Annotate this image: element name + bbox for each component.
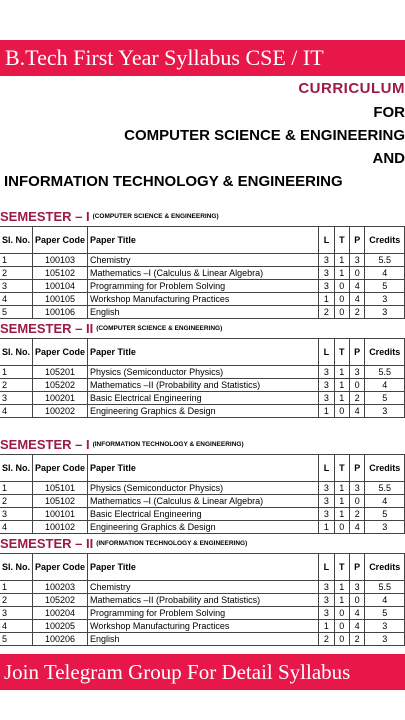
bottom-banner[interactable]: [0, 654, 405, 690]
semester-name: SEMESTER – II: [0, 536, 94, 551]
cell-credits: 5: [365, 607, 405, 620]
table-row: [0, 495, 405, 508]
cell-credits: 3: [365, 306, 405, 319]
cell-t: 1: [334, 508, 349, 521]
cell-l: 2: [319, 633, 334, 646]
column-header-paper-title: Paper Title: [88, 227, 319, 254]
cell-l: 1: [319, 293, 334, 306]
table-row: [0, 267, 405, 280]
column-header-paper-code: Paper Code: [33, 227, 88, 254]
semester-name: SEMESTER – I: [0, 209, 90, 224]
cell-l: 3: [319, 508, 334, 521]
syllabus-table: [0, 553, 405, 646]
cell-paper-code: 100101: [33, 508, 88, 521]
table-row: [0, 607, 405, 620]
column-header-credits: Credits: [365, 455, 405, 482]
column-header-paper-code: Paper Code: [33, 554, 88, 581]
cell-p: 3: [349, 366, 364, 379]
cell-paper-code: 100205: [33, 620, 88, 633]
syllabus-table: [0, 226, 405, 319]
cell-p: 4: [350, 521, 365, 534]
cell-l: 3: [319, 482, 334, 495]
cell-p: 2: [350, 508, 365, 521]
cell-t: 0: [334, 633, 349, 646]
column-header-p: P: [349, 339, 364, 366]
cell-credits: 5: [365, 508, 405, 521]
cell-t: 1: [334, 392, 349, 405]
table-row: [0, 306, 405, 319]
cell-credits: 4: [365, 594, 405, 607]
column-header-p: P: [349, 554, 364, 581]
cell-paper-title: Chemistry: [88, 581, 319, 594]
table-row: [0, 633, 405, 646]
cell-sl-no: 1: [0, 482, 33, 495]
column-header-t: T: [334, 227, 349, 254]
cell-t: 0: [334, 293, 349, 306]
table-row: [0, 521, 405, 534]
semester-name: SEMESTER – II: [0, 321, 94, 336]
cell-p: 3: [350, 482, 365, 495]
cell-l: 3: [319, 254, 334, 267]
cell-t: 1: [334, 267, 349, 280]
cell-p: 4: [349, 620, 364, 633]
for-heading: FOR: [373, 104, 405, 121]
column-header-sl-no: Sl. No.: [0, 554, 33, 581]
cell-sl-no: 3: [0, 392, 33, 405]
cell-t: 0: [334, 280, 349, 293]
column-header-credits: Credits: [365, 554, 405, 581]
cell-paper-title: Engineering Graphics & Design: [88, 521, 319, 534]
cell-credits: 4: [365, 379, 405, 392]
cse-heading: COMPUTER SCIENCE & ENGINEERING: [124, 127, 405, 144]
top-banner: [0, 40, 405, 76]
cell-p: 3: [349, 581, 364, 594]
cell-p: 0: [350, 267, 365, 280]
cell-paper-title: Mathematics –I (Calculus & Linear Algebra): [88, 495, 319, 508]
cell-t: 1: [334, 495, 349, 508]
cell-paper-code: 105202: [33, 594, 88, 607]
column-header-paper-title: Paper Title: [88, 339, 319, 366]
cell-l: 3: [319, 392, 334, 405]
column-header-sl-no: Sl. No.: [0, 455, 33, 482]
cell-credits: 3: [365, 633, 405, 646]
cell-paper-code: 100105: [33, 293, 88, 306]
table-row: [0, 280, 405, 293]
table-header-row: [0, 227, 405, 254]
semester-branch: (COMPUTER SCIENCE & ENGINEERING): [96, 325, 223, 332]
cell-sl-no: 2: [0, 267, 33, 280]
column-header-paper-title: Paper Title: [88, 455, 319, 482]
cell-p: 4: [350, 293, 365, 306]
cell-sl-no: 5: [0, 306, 33, 319]
and-heading: AND: [372, 150, 405, 167]
cell-paper-code: 100206: [33, 633, 88, 646]
cell-l: 3: [319, 594, 334, 607]
cell-l: 3: [319, 379, 334, 392]
cell-t: 1: [334, 594, 349, 607]
cell-paper-code: 100203: [33, 581, 88, 594]
cell-credits: 5.5: [365, 366, 405, 379]
column-header-p: P: [350, 455, 365, 482]
cell-paper-code: 105102: [33, 267, 88, 280]
cell-credits: 3: [365, 405, 405, 418]
column-header-sl-no: Sl. No.: [0, 227, 33, 254]
cell-paper-title: Workshop Manufacturing Practices: [88, 620, 319, 633]
column-header-sl-no: Sl. No.: [0, 339, 33, 366]
column-header-paper-code: Paper Code: [33, 455, 88, 482]
top-banner-text: B.Tech First Year Syllabus CSE / IT: [5, 45, 324, 70]
cell-p: 4: [349, 607, 364, 620]
cell-paper-title: Basic Electrical Engineering: [88, 392, 319, 405]
semester-title: [0, 437, 244, 452]
cell-t: 1: [334, 254, 349, 267]
cell-paper-title: Mathematics –I (Calculus & Linear Algebra): [88, 267, 319, 280]
cell-paper-code: 100201: [33, 392, 88, 405]
syllabus-table: [0, 338, 405, 418]
cell-credits: 3: [365, 293, 405, 306]
cell-paper-title: Mathematics –II (Probability and Statistics): [88, 379, 319, 392]
cell-sl-no: 3: [0, 607, 33, 620]
cell-sl-no: 4: [0, 293, 33, 306]
cell-paper-code: 105202: [33, 379, 88, 392]
cell-paper-title: English: [88, 306, 319, 319]
cell-paper-code: 105201: [33, 366, 88, 379]
cell-paper-code: 100102: [33, 521, 88, 534]
cell-l: 3: [319, 607, 334, 620]
column-header-l: L: [319, 339, 334, 366]
column-header-p: P: [350, 227, 365, 254]
cell-p: 4: [349, 405, 364, 418]
cell-sl-no: 1: [0, 254, 33, 267]
cell-p: 4: [350, 280, 365, 293]
cell-paper-title: Chemistry: [88, 254, 319, 267]
table-row: [0, 594, 405, 607]
cell-p: 2: [349, 392, 364, 405]
column-header-credits: Credits: [365, 227, 405, 254]
column-header-t: T: [334, 455, 349, 482]
cell-paper-code: 100106: [33, 306, 88, 319]
cell-sl-no: 3: [0, 280, 33, 293]
cell-t: 0: [334, 521, 349, 534]
cell-p: 2: [350, 306, 365, 319]
cell-l: 1: [319, 521, 334, 534]
cell-l: 3: [319, 366, 334, 379]
cell-sl-no: 4: [0, 521, 33, 534]
table-row: [0, 405, 405, 418]
cell-credits: 4: [365, 267, 405, 280]
cell-sl-no: 2: [0, 379, 33, 392]
cell-paper-title: Basic Electrical Engineering: [88, 508, 319, 521]
cell-credits: 5.5: [365, 581, 405, 594]
column-header-credits: Credits: [365, 339, 405, 366]
semester-title: [0, 321, 222, 336]
cell-l: 2: [319, 306, 334, 319]
cell-t: 0: [334, 620, 349, 633]
cell-t: 1: [334, 379, 349, 392]
semester-title: [0, 536, 247, 551]
cell-sl-no: 1: [0, 366, 33, 379]
table-row: [0, 482, 405, 495]
cell-sl-no: 5: [0, 633, 33, 646]
cell-paper-title: Workshop Manufacturing Practices: [88, 293, 319, 306]
cell-p: 3: [350, 254, 365, 267]
cell-paper-code: 105102: [33, 495, 88, 508]
column-header-l: L: [319, 554, 334, 581]
curriculum-heading: CURRICULUM: [298, 80, 405, 97]
cell-t: 0: [334, 405, 349, 418]
column-header-l: L: [319, 455, 334, 482]
cell-paper-code: 105101: [33, 482, 88, 495]
cell-l: 3: [319, 280, 334, 293]
cell-paper-code: 100202: [33, 405, 88, 418]
column-header-paper-title: Paper Title: [88, 554, 319, 581]
semester-title: [0, 209, 219, 224]
cell-t: 1: [334, 581, 349, 594]
cell-credits: 3: [365, 620, 405, 633]
cell-p: 0: [349, 594, 364, 607]
table-row: [0, 392, 405, 405]
cell-l: 3: [319, 495, 334, 508]
cell-credits: 5: [365, 280, 405, 293]
table-row: [0, 508, 405, 521]
table-header-row: [0, 339, 405, 366]
column-header-l: L: [319, 227, 334, 254]
cell-paper-code: 100204: [33, 607, 88, 620]
cell-sl-no: 4: [0, 620, 33, 633]
cell-paper-title: Physics (Semiconductor Physics): [88, 366, 319, 379]
semester-branch: (INFORMATION TECHNOLOGY & ENGINEERING): [92, 441, 244, 448]
cell-t: 0: [334, 607, 349, 620]
cell-t: 1: [334, 366, 349, 379]
cell-paper-title: Programming for Problem Solving: [88, 280, 319, 293]
cell-sl-no: 2: [0, 594, 33, 607]
syllabus-table: [0, 454, 405, 534]
it-heading: INFORMATION TECHNOLOGY & ENGINEERING: [4, 173, 343, 190]
cell-l: 3: [319, 267, 334, 280]
column-header-paper-code: Paper Code: [33, 339, 88, 366]
cell-sl-no: 3: [0, 508, 33, 521]
cell-l: 1: [319, 620, 334, 633]
cell-p: 2: [349, 633, 364, 646]
cell-l: 3: [319, 581, 334, 594]
cell-t: 1: [334, 482, 349, 495]
column-header-t: T: [334, 554, 349, 581]
table-row: [0, 366, 405, 379]
cell-paper-title: Physics (Semiconductor Physics): [88, 482, 319, 495]
cell-sl-no: 2: [0, 495, 33, 508]
cell-paper-title: Engineering Graphics & Design: [88, 405, 319, 418]
bottom-banner-text: Join Telegram Group For Detail Syllabus: [4, 659, 351, 684]
cell-paper-code: 100104: [33, 280, 88, 293]
table-row: [0, 293, 405, 306]
cell-credits: 5.5: [365, 254, 405, 267]
table-header-row: [0, 455, 405, 482]
table-row: [0, 254, 405, 267]
table-row: [0, 581, 405, 594]
cell-paper-code: 100103: [33, 254, 88, 267]
table-row: [0, 620, 405, 633]
cell-credits: 3: [365, 521, 405, 534]
semester-name: SEMESTER – I: [0, 437, 90, 452]
cell-p: 0: [350, 495, 365, 508]
cell-sl-no: 1: [0, 581, 33, 594]
cell-paper-title: Programming for Problem Solving: [88, 607, 319, 620]
cell-p: 0: [349, 379, 364, 392]
cell-credits: 5: [365, 392, 405, 405]
cell-credits: 4: [365, 495, 405, 508]
cell-credits: 5.5: [365, 482, 405, 495]
table-header-row: [0, 554, 405, 581]
cell-sl-no: 4: [0, 405, 33, 418]
table-row: [0, 379, 405, 392]
column-header-t: T: [334, 339, 349, 366]
semester-branch: (COMPUTER SCIENCE & ENGINEERING): [92, 213, 219, 220]
cell-paper-title: Mathematics –II (Probability and Statistics): [88, 594, 319, 607]
cell-paper-title: English: [88, 633, 319, 646]
cell-t: 0: [334, 306, 349, 319]
cell-l: 1: [319, 405, 334, 418]
semester-branch: (INFORMATION TECHNOLOGY & ENGINEERING): [96, 540, 248, 547]
